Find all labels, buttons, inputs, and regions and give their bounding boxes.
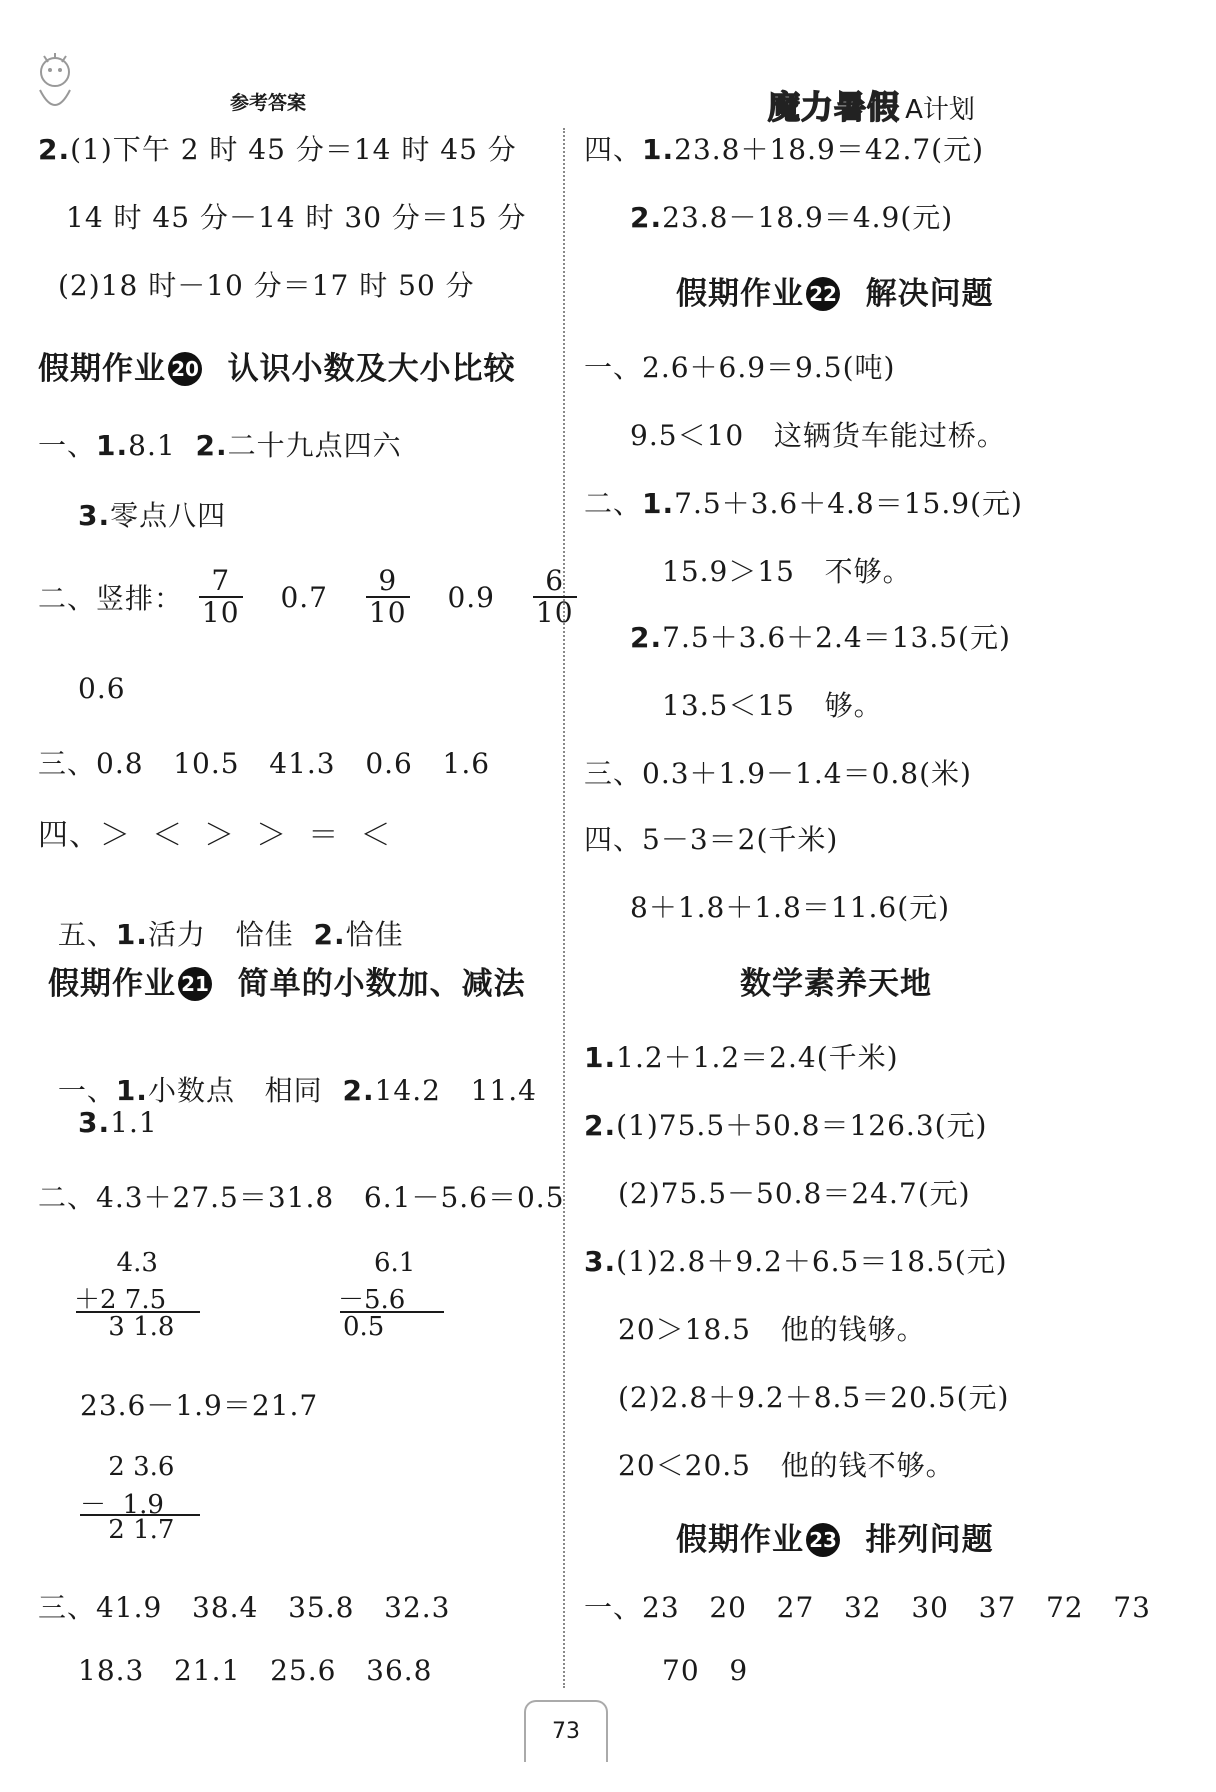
left-line-4: 一、1.8.1 2.二十九点四六 (38, 429, 402, 462)
section-heading-suyang: 数学素养天地 (740, 966, 932, 1002)
calc-rule (76, 1311, 200, 1313)
right-line-6: 15.9＞15 不够。 (662, 555, 912, 588)
section-heading-23: 假期作业 23 排列问题 (676, 1522, 994, 1558)
brand-suffix: A计划 (905, 95, 975, 125)
right-line-9: 三、0.3＋1.9－1.4＝0.8(米) (584, 757, 972, 790)
lesson-number-badge: 21 (178, 967, 212, 1001)
lesson-number-badge: 22 (806, 277, 840, 311)
calc-rule (80, 1514, 200, 1516)
left-line-8: 三、0.8 10.5 41.3 0.6 1.6 (38, 747, 491, 780)
right-line-1: 四、1.23.8＋18.9＝42.7(元) (584, 133, 985, 166)
right-line-12: 1.1.2＋1.2＝2.4(千米) (584, 1041, 899, 1074)
mascot-icon (30, 50, 80, 120)
left-line-2: 14 时 45 分－14 时 30 分＝15 分 (66, 201, 527, 234)
header-label: 参考答案 (230, 92, 307, 114)
right-line-2: 2.23.8－18.9＝4.9(元) (630, 201, 954, 234)
left-line-15: 三、41.9 38.4 35.8 32.3 (38, 1591, 451, 1624)
right-line-4: 9.5＜10 这辆货车能过桥。 (630, 419, 1006, 452)
column-divider (563, 128, 565, 1688)
left-line-12: 3.1.1 (78, 1106, 158, 1139)
calc-rule (340, 1311, 444, 1313)
section-heading-22: 假期作业 22 解决问题 (676, 276, 994, 312)
left-line-3: (2)18 时－10 分＝17 时 50 分 (58, 269, 475, 302)
left-line-10: 五、1.活力 恰佳 2.恰佳 (57, 918, 404, 951)
right-line-13: 2.(1)75.5＋50.8＝126.3(元) (584, 1109, 988, 1142)
right-line-15: 3.(1)2.8＋9.2＋6.5＝18.5(元) (584, 1245, 1008, 1278)
right-line-10: 四、5－3＝2(千米) (584, 823, 839, 856)
right-line-7: 2.7.5＋3.6＋2.4＝13.5(元) (630, 621, 1011, 654)
right-line-11: 8＋1.8＋1.8＝11.6(元) (630, 891, 951, 924)
section-heading-21: 假期作业 21 简单的小数加、减法 (48, 966, 526, 1002)
left-line-7: 0.6 (78, 672, 126, 705)
right-line-14: (2)75.5－50.8＝24.7(元) (618, 1177, 971, 1210)
right-line-5: 二、1.7.5＋3.6＋4.8＝15.9(元) (584, 487, 1023, 520)
lesson-number-badge: 23 (806, 1523, 840, 1557)
left-line-11: 一、1.小数点 相同 2.14.2 11.4 (57, 1074, 537, 1107)
brand-title: 魔力暑假 (768, 88, 901, 126)
left-line-6: 二、竖排： $\frac{7}{10}$ 0.7 $\frac{9}{10}$ 0.9 $\frac{6}{10}$ (38, 566, 583, 628)
fraction: $\frac{7}{10}$ (199, 566, 243, 628)
right-line-17: (2)2.8＋9.2＋8.5＝20.5(元) (618, 1381, 1010, 1414)
section-heading-20: 假期作业 20 认识小数及大小比较 (38, 351, 516, 387)
right-line-8: 13.5＜15 够。 (662, 689, 883, 722)
right-line-16: 20＞18.5 他的钱够。 (618, 1313, 926, 1346)
page-number: 73 (524, 1700, 608, 1762)
fraction: $\frac{6}{10}$ (533, 566, 577, 628)
right-line-19: 一、23 20 27 32 30 37 72 73 (584, 1591, 1151, 1624)
left-line-14: 23.6－1.9＝21.7 (80, 1389, 319, 1422)
right-line-3: 一、2.6＋6.9＝9.5(吨) (584, 351, 896, 384)
fraction: $\frac{9}{10}$ (366, 566, 410, 628)
left-line-5: 3.零点八四 (78, 499, 227, 532)
left-line-16: 18.3 21.1 25.6 36.8 (78, 1654, 433, 1687)
left-line-13: 二、4.3＋27.5＝31.8 6.1－5.6＝0.5 (38, 1181, 565, 1214)
left-line-9: 四、＞ ＜ ＞ ＞ ＝ ＜ (38, 818, 392, 853)
left-line-1: 2.(1)下午 2 时 45 分＝14 时 45 分 (38, 133, 517, 166)
right-line-20: 70 9 (662, 1654, 749, 1687)
lesson-number-badge: 20 (168, 352, 202, 386)
right-line-18: 20＜20.5 他的钱不够。 (618, 1449, 955, 1482)
brand-logo (768, 82, 975, 128)
